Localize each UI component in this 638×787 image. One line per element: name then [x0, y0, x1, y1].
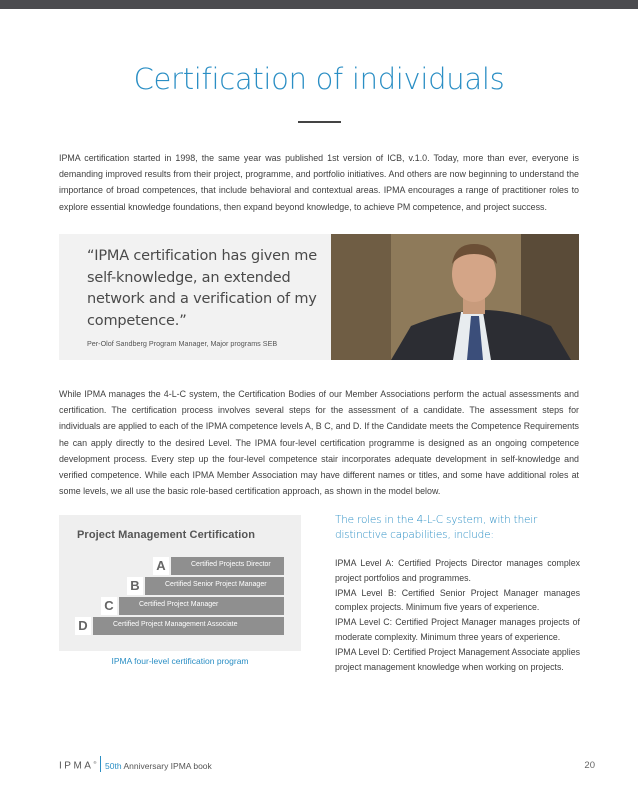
roles-list	[335, 556, 580, 674]
portrait-photo	[331, 234, 579, 360]
page-number: 20	[584, 760, 595, 771]
diagram-title: Project Management Certification	[77, 529, 256, 541]
quote-attribution: Per-Olof Sandberg Program Manager, Major programs SEB	[87, 339, 278, 348]
logo-text: IPMA	[59, 760, 94, 772]
step-label: Certified Projects Director	[191, 561, 271, 568]
role-item: IPMA Level B: Certified Senior Project Manager manages complex projects. Minimum five years of experience.	[335, 587, 580, 613]
body-paragraph: While IPMA manages the 4-L-C system, the Certification Bodies of our Member Associations perform the actual assessments and certification. The certification process involves several steps for the assessment of a candidate. The assessment steps for individuals are applied to each of the IPMA competence levels A, B C, and D. If the Candidate meets the Competence Requirements he can apply directly to the desired Level. The IPMA four-level certification programme is designed as an ongoing competence development process. Every step up the four-level competence stair incorporates adequate development in self-knowledge and verified competence. While each IPMA Member Association may have different names or titles, and some have additional roles at some levels, we all use the basic role-based certification approach, as shown in the model below.	[59, 389, 579, 497]
diagram-caption: IPMA four-level certification program	[111, 656, 249, 666]
ipma-logo	[59, 760, 96, 771]
step-letter: D	[75, 617, 91, 635]
footer-anniversary: 50th	[105, 761, 122, 771]
top-bar	[0, 0, 638, 9]
quote-text: “IPMA certification has given me self-knowledge, an extended network and a verification of my competence.”	[87, 248, 317, 329]
roles-heading: The roles in the 4-L-C system, with their distinctive capabilities, include:	[335, 514, 538, 541]
logo-mark: ®	[93, 760, 97, 765]
step-letter: B	[127, 577, 143, 595]
footer-divider	[100, 756, 101, 772]
step-level-b	[145, 577, 284, 595]
step-letter: C	[101, 597, 117, 615]
step-letter: A	[153, 557, 169, 575]
page-title: Certification of individuals	[133, 62, 505, 96]
role-item: IPMA Level A: Certified Projects Director manages complex project portfolios and programmes.	[335, 558, 580, 583]
step-label: Certified Project Manager	[139, 601, 219, 608]
step-level-a	[171, 557, 284, 575]
certification-diagram	[59, 515, 301, 651]
footer-book: Anniversary IPMA book	[121, 761, 212, 771]
step-level-c	[119, 597, 284, 615]
step-label: Certified Project Management Associate	[113, 621, 238, 628]
role-item: IPMA Level D: Certified Project Management Associate applies project management knowledge when working on projects.	[335, 646, 580, 672]
step-level-d	[93, 617, 284, 635]
step-label: Certified Senior Project Manager	[165, 581, 267, 588]
footer-title	[105, 761, 212, 771]
role-item: IPMA Level C: Certified Project Manager manages projects of moderate complexity. Minimum three years of experience.	[335, 617, 580, 642]
intro-paragraph: IPMA certification started in 1998, the same year was published 1st version of ICB, v.1.0. Today, more than ever, everyone is demanding improved results from their project, programme, and portfolio initiatives. And others are now beginning to understand the importance of broad competences, that include behavioral and contextual areas. IPMA encourages a range of practitioner roles to explore essential knowledge foundations, then expand beyond knowledge, to achieve PM competence, and project success.	[59, 153, 579, 212]
title-divider	[298, 121, 341, 123]
